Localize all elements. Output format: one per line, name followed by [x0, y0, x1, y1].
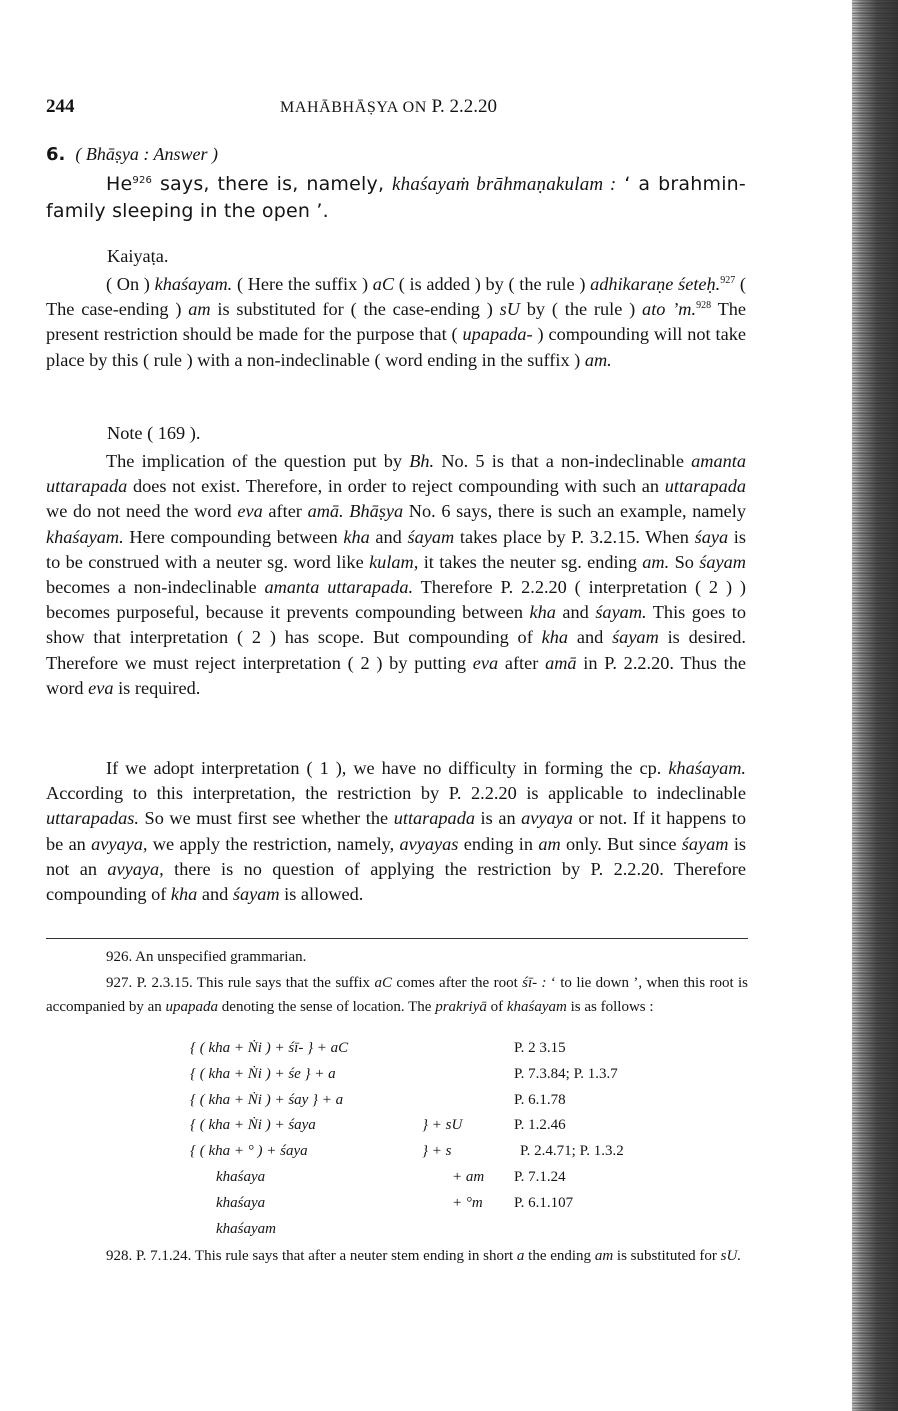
bhasya-text: He$^{926}$ says, there is, namely, khaśayaṁ brāhmaṇakulam : ‘ a brahmin-family sleeping in the open ’. [46, 173, 746, 222]
section-label: ( Bhāṣya : Answer ) [75, 144, 219, 164]
derivation-row: { ( kha + Ṅi ) + śe } + a P. 7.3.84; P. 1.3.7 [190, 1065, 618, 1082]
section-number: 6. [46, 144, 66, 165]
derivation-row: khaśaya + °m P. 6.1.107 [216, 1194, 574, 1211]
page-number: 244 [46, 96, 75, 117]
derivation-row: khaśayam [216, 1220, 276, 1237]
note-paragraph-1: The implication of the question put by Bh. No. 5 is that a non-indeclinable amanta uttarapada does not exist. Therefore, in order to reject compounding with such an uttarapada we do not need the word eva after amā. Bhāṣya No. 6 says, there is such an example, namely khaśayam. Here compounding between kha and śayam takes place by P. 3.2.15. When śaya is to be construed with a neuter sg. word like kulam, it takes the neuter sg. ending am. So śayam becomes a non-indeclinable amanta uttarapada. Therefore P. 2.2.20 ( interpretation ( 2 ) ) becomes purposeful, because it prevents compounding between kha and śayam. This goes to show that interpretation ( 2 ) has scope. But compounding of kha and śayam is desired. Therefore we must reject interpretation ( 2 ) by putting eva after amā in P. 2.2.20. Thus the word eva is required. [46, 451, 747, 698]
note-paragraph-2: If we adopt interpretation ( 1 ), we have no difficulty in forming the cp. khaśayam. According to this interpretation, the restriction by P. 2.2.20 is applicable to indeclinable uttarapadas. So we must first see whether the uttarapada is an avyaya or not. If it happens to be an avyaya, we apply the restriction, namely, avyayas ending in am only. But since śayam is not an avyaya, there is no question of applying the restriction by P. 2.2.20. Therefore compounding of kha and śayam is allowed. [46, 758, 747, 905]
prakriya-derivation-table [190, 1040, 710, 1246]
derivation-row: { ( kha + Ṅi ) + śay } + a P. 6.1.78 [190, 1091, 566, 1108]
page-edge-shadow [852, 0, 898, 1411]
footnote-927: 927. P. 2.3.15. This rule says that the suffix aC comes after the root śī- : ‘ to lie down ’, when this root is accompanied by an upapada denoting the sense of location. The prakriyā of khaśayam is as follows : [46, 975, 748, 1015]
footnote-928: 928. P. 7.1.24. This rule says that after a neuter stem ending in short a the ending am is substituted for sU. [106, 1248, 742, 1264]
note-label: Note ( 169 ). [107, 423, 201, 443]
kaiyata-label: Kaiyaṭa. [107, 246, 169, 266]
kaiyata-commentary: ( On ) khaśayam. ( Here the suffix ) aC ( is added ) by ( the rule ) adhikaraṇe śeteḥ.$^{927}$ ( The case-ending ) am is substituted for ( the case-ending ) sU by ( the rule ) ato ’m.$^{928}$ The present restriction should be made for the purpose that ( upapada- ) compounding will not take place by this ( rule ) with a non-indeclinable ( word ending in the suffix ) am. [46, 274, 747, 370]
derivation-row: { ( kha + Ṅi ) + śī- } + aC P. 2 3.15 [190, 1040, 566, 1056]
derivation-row: { ( kha + Ṅi ) + śaya } + sU P. 1.2.46 [190, 1117, 566, 1134]
derivation-row: khaśaya + am P. 7.1.24 [216, 1168, 566, 1185]
running-header [0, 96, 860, 126]
section-heading [46, 144, 218, 165]
running-title: MAHĀBHĀṢYA ON P. 2.2.20 [280, 96, 498, 117]
derivation-row: { ( kha + ° ) + śaya } + s P. 2.4.71; P. 1.3.2 [190, 1143, 624, 1160]
footnote-divider [46, 938, 748, 939]
footnote-926: 926. An unspecified grammarian. [106, 949, 307, 965]
